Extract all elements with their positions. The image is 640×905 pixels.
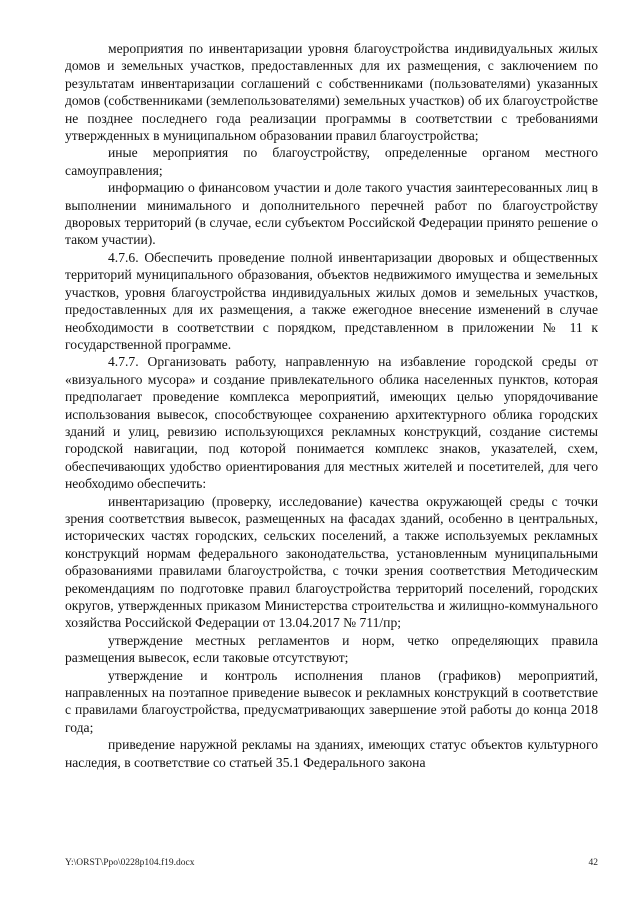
paragraph-inventory-houses: мероприятия по инвентаризации уровня благоустройства индивидуальных жилых домов и земельных участков, предоставленных для их размещения, с заключением по результатам инвентаризации соглашений с собственниками (пользователями) указанных домов (собственниками (землепользователями) земельных участков) об их благоустройстве не позднее последнего года реализации программы в соответствии с требованиями утвержденных в муниципальном образовании правил благоустройства;: [65, 41, 598, 144]
paragraph-4-7-6: 4.7.6. Обеспечить проведение полной инвентаризации дворовых и общественных территорий муниципального образования, объектов недвижимого имущества и земельных участков, уровня благоустройства индивидуальных жилых домов и земельных участков, предоставленных для их размещения, а также ежегодное внесение изменений в случае необходимости в соответствии с порядком, представленном в приложении № 11 к государственной программе.: [65, 249, 598, 352]
document-body: [65, 40, 598, 771]
paragraph-signage-inventory: инвентаризацию (проверку, исследование) качества окружающей среды с точки зрения соответствия вывесок, размещенных на фасадах зданий, особенно в центральных, исторических частях городских, сельских поселений, а также используемых рекламных конструкций нормам федерального законодательства, установленным муниципальными образованиями правилами благоустройства, с точки зрения соответствия Методическим рекомендациям по подготовке правил благоустройства территорий поселений, городских округов, утвержденных приказом Министерства строительства и жилищно-коммунального хозяйства Российской Федерации от 13.04.2017 № 711/пр;: [65, 493, 598, 631]
paragraph-other-measures: иные мероприятия по благоустройству, определенные органом местного самоуправления;: [65, 145, 598, 178]
paragraph-4-7-7: 4.7.7. Организовать работу, направленную на избавление городской среды от «визуального мусора» и создание привлекательного облика населенных пунктов, которая предполагает проведение комплекса мероприятий, имеющих целью упорядочивание использования вывесок, способствующее сохранению архитектурного облика городских зданий и улиц, ревизию использующихся рекламных конструкций, создание системы городской навигации, под которой понимается комплекс знаков, указателей, схем, обеспечивающих удобство ориентирования для местных жителей и посетителей, для чего необходимо обеспечить:: [65, 354, 598, 492]
paragraph-plans-approval: утверждение и контроль исполнения планов (графиков) мероприятий, направленных на поэтапное приведение вывесок и рекламных конструкций в соответствие с правилами благоустройства, предусматривающих завершение этой работы до конца 2018 года;: [65, 667, 598, 735]
footer-page-number: 42: [588, 858, 598, 868]
paragraph-local-regulations: утверждение местных регламентов и норм, четко определяющих правила размещения вывесок, если таковые отсутствуют;: [65, 632, 598, 666]
paragraph-financial-participation: информацию о финансовом участии и доле такого участия заинтересованных лиц в выполнении минимального и дополнительного перечней работ по благоустройству дворовых территорий (в случае, если субъектом Российской Федерации принято решение о таком участии).: [65, 180, 598, 248]
footer-file-path: Y:\ORST\Ppo\0228p104.f19.docx: [65, 858, 195, 868]
paragraph-outdoor-advertising: приведение наружной рекламы на зданиях, имеющих статус объектов культурного наследия, в соответствие со статьей 35.1 Федерального закона: [65, 737, 598, 770]
